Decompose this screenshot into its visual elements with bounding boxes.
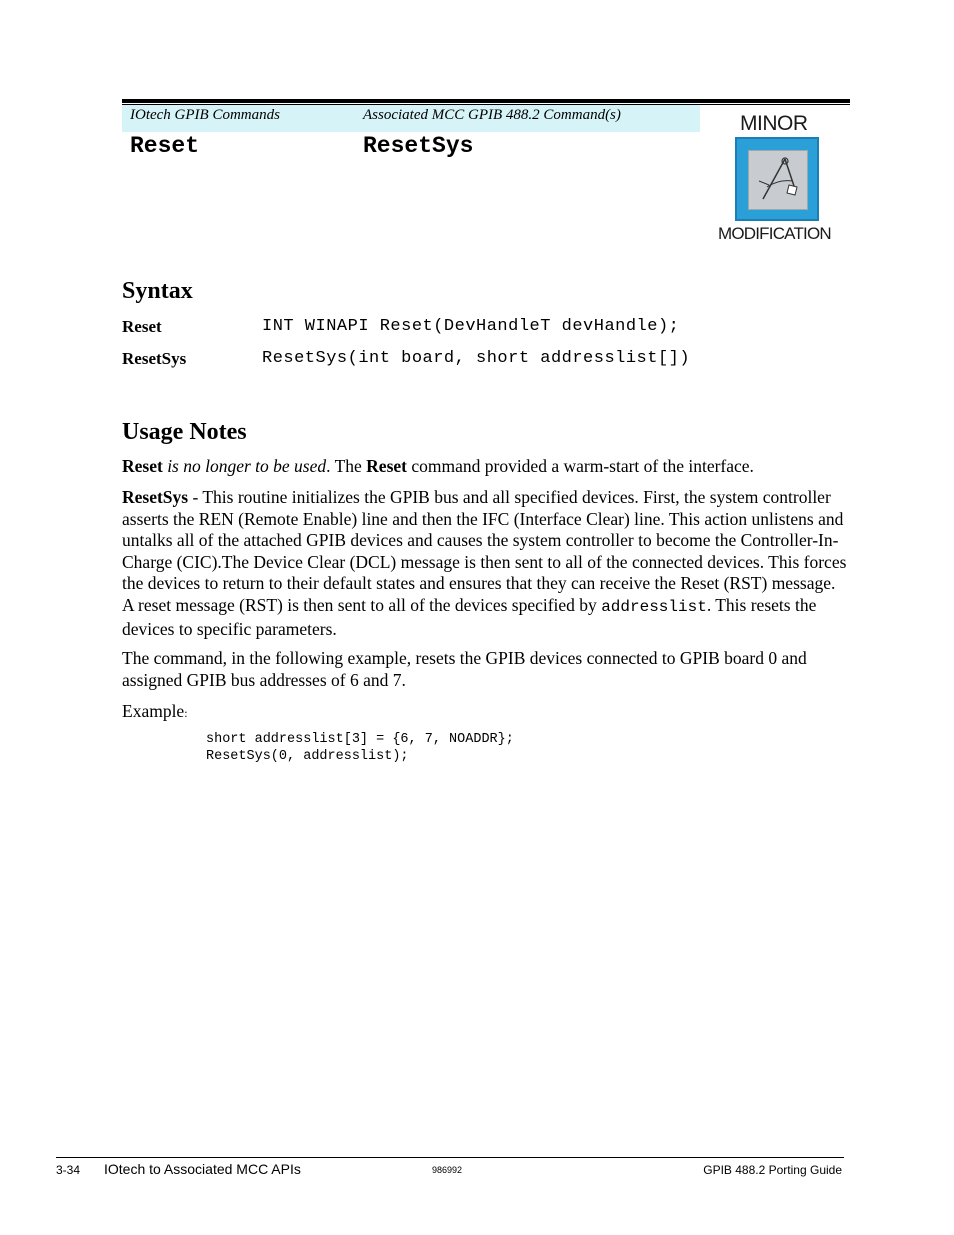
example-code-line-1: short addresslist[3] = {6, 7, NOADDR}; xyxy=(206,732,514,747)
deprecated-note: is no longer to be used xyxy=(162,456,327,476)
example-colon: : xyxy=(184,706,188,720)
footer-page-number: 3-34 xyxy=(56,1163,81,1177)
reset-bold-2: Reset xyxy=(366,456,407,476)
header-col-iotech: IOtech GPIB Commands xyxy=(130,107,280,123)
text-span: . This resets the devices to specific parameters. xyxy=(122,594,817,639)
addresslist-code: addresslist xyxy=(601,597,707,616)
text-span: . The xyxy=(326,456,367,476)
badge-minor-label: MINOR xyxy=(740,112,808,135)
iotech-command-name: Reset xyxy=(130,133,200,159)
footer-guide-title: GPIB 488.2 Porting Guide xyxy=(703,1163,842,1177)
syntax-resetsys-code: ResetSys(int board, short addresslist[]) xyxy=(262,349,691,368)
example-label xyxy=(122,701,188,722)
text-span: command provided a warm-start of the interface. xyxy=(406,456,754,476)
header-top-rule xyxy=(122,99,850,103)
syntax-reset-label: Reset xyxy=(122,317,162,336)
footer-rule xyxy=(56,1157,844,1158)
footer-doc-number: 986992 xyxy=(432,1165,463,1175)
usage-paragraph-reset xyxy=(122,456,847,478)
example-code-line-2: ResetSys(0, addresslist); xyxy=(206,749,409,764)
badge-modification-label: MODIFICATION xyxy=(718,224,831,243)
compass-drafting-icon xyxy=(749,151,807,209)
resetsys-bold: ResetSys xyxy=(122,487,189,507)
mcc-command-name: ResetSys xyxy=(363,133,474,159)
usage-notes-heading: Usage Notes xyxy=(122,419,247,445)
usage-paragraph-resetsys xyxy=(122,487,847,640)
text-span: - This routine initializes the GPIB bus and all specified devices. First, the system controller asserts the REN (Remote Enable) line and then the IFC (Interface Clear) line. This action unlistens and untalks all of the attached GPIB devices and causes the system controller to become the Controller-In-Charge (CIC).The Device Clear (DCL) message is then sent to all of the connected devices. This forces the devices to return to their default states and ensures that they can receive the Reset (RST) message. A reset message (RST) is then sent to all of the devices specified by xyxy=(122,487,847,615)
badge-inner-panel xyxy=(748,150,808,210)
syntax-heading: Syntax xyxy=(122,278,193,304)
usage-paragraph-example-intro: The command, in the following example, resets the GPIB devices connected to GPIB board 0 and assigned GPIB bus addresses of 6 and 7. xyxy=(122,648,807,690)
reset-bold: Reset xyxy=(122,456,163,476)
header-col-mcc: Associated MCC GPIB 488.2 Command(s) xyxy=(363,107,621,123)
footer-section-title: IOtech to Associated MCC APIs xyxy=(104,1161,301,1177)
example-label-text: Example xyxy=(122,701,185,721)
syntax-resetsys-label: ResetSys xyxy=(122,349,187,368)
syntax-reset-code: INT WINAPI Reset(DevHandleT devHandle); xyxy=(262,317,680,336)
